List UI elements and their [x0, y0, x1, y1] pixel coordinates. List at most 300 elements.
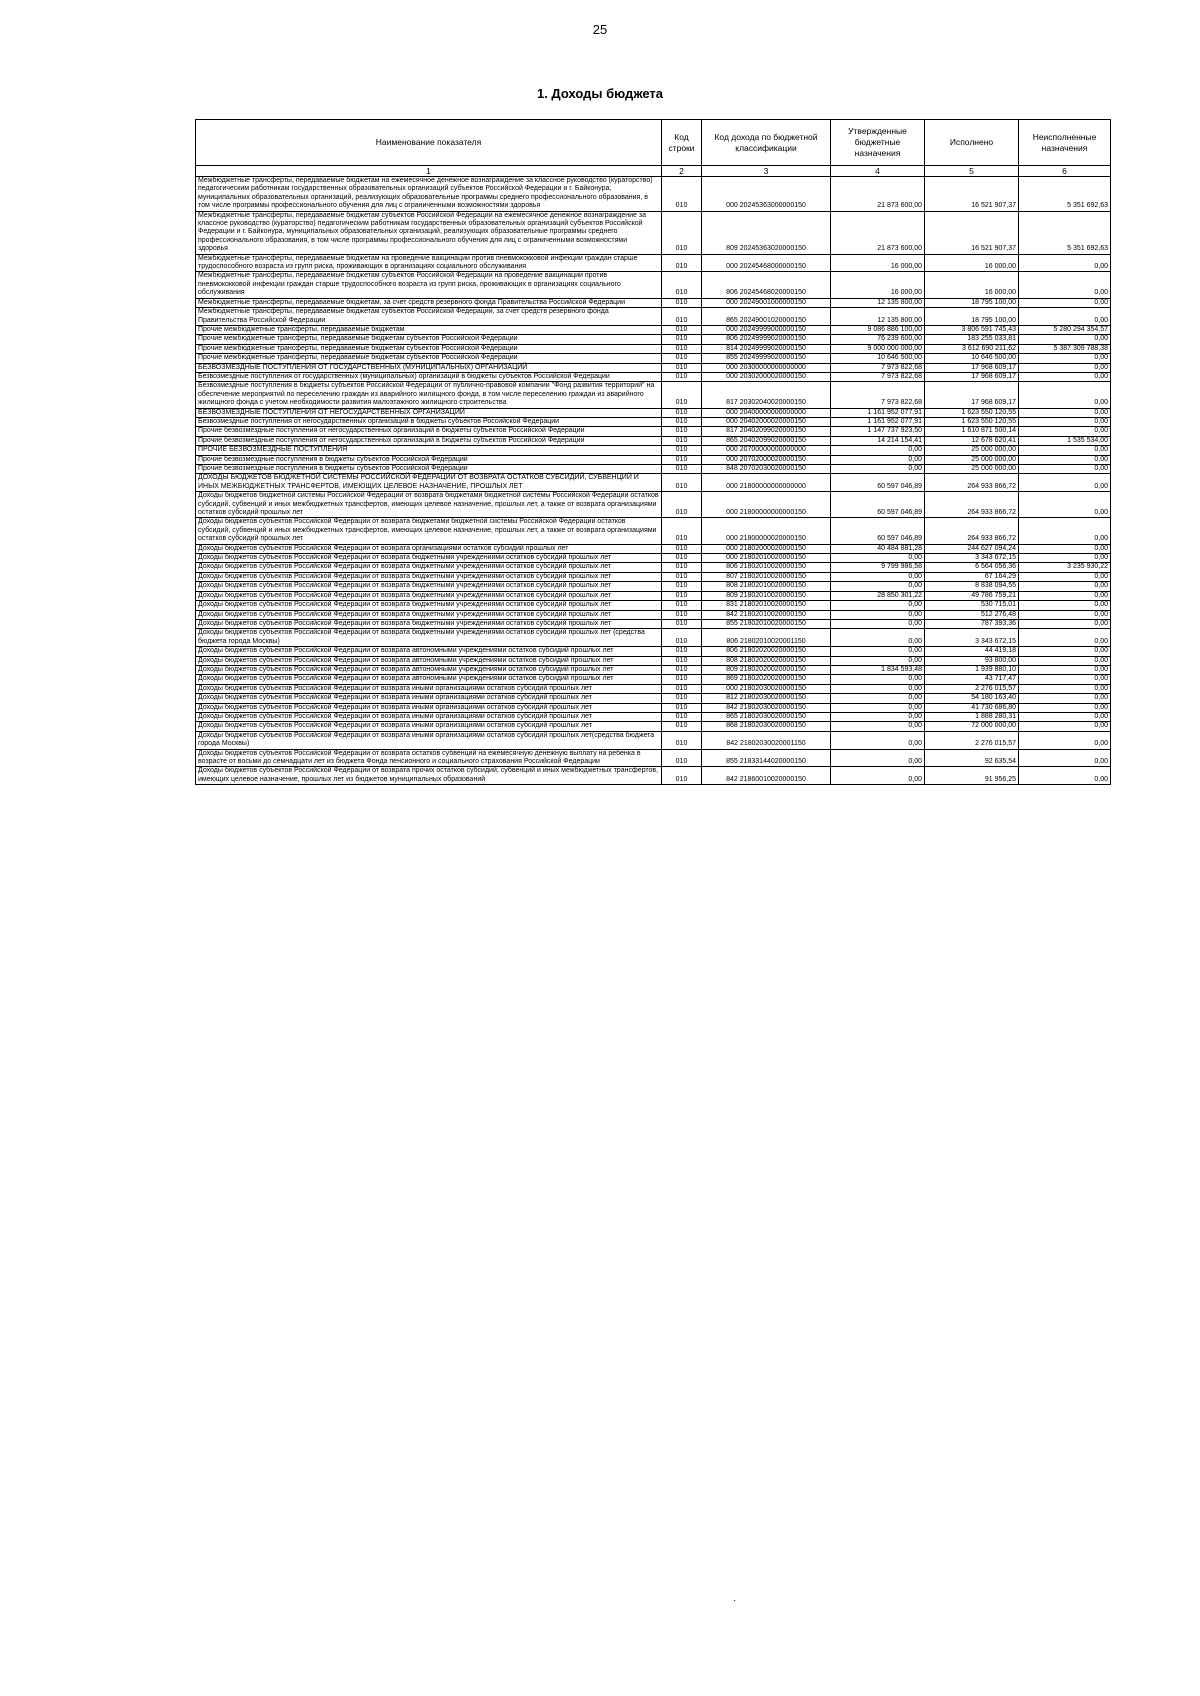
- row-name: Доходы бюджетов субъектов Российской Федерации от возврата иными организациями остатков субсидий прошлых лет: [196, 684, 662, 693]
- table-header-row: [196, 120, 1111, 166]
- row-budget-code: 808 21802010020000150: [702, 582, 831, 591]
- row-approved: 0,00: [831, 446, 925, 455]
- row-approved: 21 873 600,00: [831, 177, 925, 212]
- row-unexecuted: 3 235 930,22: [1019, 563, 1111, 572]
- row-approved: 0,00: [831, 601, 925, 610]
- row-executed: 1 939 880,10: [925, 665, 1019, 674]
- table-row: [196, 749, 1111, 767]
- row-line-code: 010: [662, 619, 702, 628]
- header-executed: Исполнено: [925, 120, 1019, 166]
- row-budget-code: 848 20702030020000150: [702, 465, 831, 474]
- row-line-code: 010: [662, 436, 702, 445]
- row-approved: 7 973 822,68: [831, 363, 925, 372]
- row-executed: 264 933 866,72: [925, 474, 1019, 492]
- row-name: Межбюджетные трансферты, передаваемые бюджетам субъектов Российской Федерации, за счет средств резервного фонда Правительства Российской Федерации: [196, 308, 662, 326]
- row-budget-code: 842 21802030020000150: [702, 703, 831, 712]
- table-row: [196, 694, 1111, 703]
- row-name: Прочие безвозмездные поступления от негосударственных организаций в бюджеты субъектов Российской Федерации: [196, 427, 662, 436]
- row-approved: 60 597 046,89: [831, 474, 925, 492]
- row-name: Доходы бюджетов субъектов Российской Федерации от возврата бюджетами бюджетной системы Российской Федерации остатков субсидий, субвенций и иных межбюджетных трансфертов, имеющих целевое назначение, прошлых лет, а также от возврата организациями остатков субсидий прошлых лет: [196, 518, 662, 544]
- row-executed: 512 276,48: [925, 610, 1019, 619]
- row-name: Межбюджетные трансферты, передаваемые бюджетам субъектов Российской Федерации на проведение вакцинации против пневмококковой инфекции граждан старше трудоспособного возраста из групп риска, проживающих в организациях социального обслуживания: [196, 272, 662, 298]
- row-name: Доходы бюджетов субъектов Российской Федерации от возврата организациями остатков субсидий прошлых лет: [196, 544, 662, 553]
- column-number: 3: [702, 166, 831, 177]
- row-executed: 49 786 759,21: [925, 591, 1019, 600]
- row-name: Безвозмездные поступления от негосударственных организаций в бюджеты субъектов Российской Федерации: [196, 417, 662, 426]
- row-name: Доходы бюджетов субъектов Российской Федерации от возврата прочих остатков субсидий, субвенций и иных межбюджетных трансфертов, имеющих целевое назначение, прошлых лет из бюджетов муниципальных образований: [196, 767, 662, 785]
- row-executed: 2 276 015,57: [925, 731, 1019, 749]
- table-row: [196, 272, 1111, 298]
- row-approved: 76 239 600,00: [831, 335, 925, 344]
- row-name: ПРОЧИЕ БЕЗВОЗМЕЗДНЫЕ ПОСТУПЛЕНИЯ: [196, 446, 662, 455]
- row-name: Доходы бюджетов субъектов Российской Федерации от возврата бюджетными учреждениями остатков субсидий прошлых лет: [196, 601, 662, 610]
- row-executed: 1 623 550 120,55: [925, 417, 1019, 426]
- row-executed: 18 795 100,00: [925, 308, 1019, 326]
- row-line-code: 010: [662, 749, 702, 767]
- row-approved: 1 161 952 077,91: [831, 408, 925, 417]
- row-line-code: 010: [662, 354, 702, 363]
- column-number: 6: [1019, 166, 1111, 177]
- table-row: [196, 308, 1111, 326]
- row-executed: 17 968 609,17: [925, 363, 1019, 372]
- row-executed: 17 968 609,17: [925, 372, 1019, 381]
- row-approved: 7 973 822,68: [831, 382, 925, 408]
- row-line-code: 010: [662, 731, 702, 749]
- row-name: Прочие межбюджетные трансферты, передаваемые бюджетам субъектов Российской Федерации: [196, 344, 662, 353]
- row-name: БЕЗВОЗМЕЗДНЫЕ ПОСТУПЛЕНИЯ ОТ НЕГОСУДАРСТВЕННЫХ ОРГАНИЗАЦИЙ: [196, 408, 662, 417]
- row-name: Доходы бюджетов субъектов Российской Федерации от возврата иными организациями остатков субсидий прошлых лет(средства бюджета города Москвы): [196, 731, 662, 749]
- row-budget-code: 808 21802020020000150: [702, 656, 831, 665]
- row-approved: 1 161 952 077,91: [831, 417, 925, 426]
- header-approved: Утвержденные бюджетные назначения: [831, 120, 925, 166]
- row-executed: 54 180 163,40: [925, 694, 1019, 703]
- row-executed: 2 276 015,57: [925, 684, 1019, 693]
- row-budget-code: 865 20402099020000150: [702, 436, 831, 445]
- table-row: [196, 722, 1111, 731]
- row-budget-code: 000 20302000020000150: [702, 372, 831, 381]
- row-line-code: 010: [662, 610, 702, 619]
- row-line-code: 010: [662, 408, 702, 417]
- row-budget-code: 842 21802030020001150: [702, 731, 831, 749]
- table-row: [196, 601, 1111, 610]
- row-unexecuted: 0,00: [1019, 694, 1111, 703]
- row-unexecuted: 0,00: [1019, 703, 1111, 712]
- row-executed: 6 564 056,36: [925, 563, 1019, 572]
- row-name: Прочие безвозмездные поступления в бюджеты субъектов Российской Федерации: [196, 465, 662, 474]
- row-executed: 3 343 672,15: [925, 629, 1019, 647]
- row-line-code: 010: [662, 272, 702, 298]
- row-unexecuted: 0,00: [1019, 465, 1111, 474]
- scan-speck: ·: [733, 1595, 737, 1606]
- row-approved: 0,00: [831, 731, 925, 749]
- row-name: Доходы бюджетов субъектов Российской Федерации от возврата иными организациями остатков субсидий прошлых лет: [196, 694, 662, 703]
- row-name: Доходы бюджетов субъектов Российской Федерации от возврата бюджетными учреждениями остатков субсидий прошлых лет: [196, 582, 662, 591]
- row-name: Доходы бюджетов субъектов Российской Федерации от возврата бюджетными учреждениями остатков субсидий прошлых лет: [196, 554, 662, 563]
- row-line-code: 010: [662, 492, 702, 518]
- row-unexecuted: 0,00: [1019, 298, 1111, 307]
- row-name: Межбюджетные трансферты, передаваемые бюджетам субъектов Российской Федерации на ежемесячное денежное вознаграждение за классное руководство (кураторство) педагогическим работникам государственных образовательных организаций субъектов Российской Федерации и г. Байконура, муниципальных образовательных организаций, реализующих образовательные программы среднего профессионального образования, в том числе программы профессионального обучения для лиц с ограниченными возможностями здоровья: [196, 211, 662, 254]
- table-row: [196, 474, 1111, 492]
- table-row: [196, 408, 1111, 417]
- row-executed: 16 000,00: [925, 272, 1019, 298]
- row-budget-code: 842 21860010020000150: [702, 767, 831, 785]
- table-row: [196, 544, 1111, 553]
- row-unexecuted: 1 535 534,00: [1019, 436, 1111, 445]
- row-unexecuted: 0,00: [1019, 647, 1111, 656]
- row-line-code: 010: [662, 465, 702, 474]
- row-approved: 0,00: [831, 582, 925, 591]
- row-budget-code: 817 20302040020000150: [702, 382, 831, 408]
- row-name: Прочие безвозмездные поступления в бюджеты субъектов Российской Федерации: [196, 455, 662, 464]
- row-line-code: 010: [662, 308, 702, 326]
- row-name: Прочие безвозмездные поступления от негосударственных организаций в бюджеты субъектов Российской Федерации: [196, 436, 662, 445]
- row-executed: 43 717,47: [925, 675, 1019, 684]
- row-approved: 9 000 000 000,00: [831, 344, 925, 353]
- row-unexecuted: 0,00: [1019, 308, 1111, 326]
- row-line-code: 010: [662, 325, 702, 334]
- table-row: [196, 427, 1111, 436]
- table-row: [196, 254, 1111, 272]
- row-line-code: 010: [662, 427, 702, 436]
- row-name: Доходы бюджетов субъектов Российской Федерации от возврата автономными учреждениями остатков субсидий прошлых лет: [196, 647, 662, 656]
- row-name: Межбюджетные трансферты, передаваемые бюджетам, за счет средств резервного фонда Правительства Российской Федерации: [196, 298, 662, 307]
- row-unexecuted: 0,00: [1019, 712, 1111, 721]
- row-unexecuted: 0,00: [1019, 749, 1111, 767]
- row-unexecuted: 0,00: [1019, 544, 1111, 553]
- row-executed: 3 806 591 745,43: [925, 325, 1019, 334]
- row-budget-code: 000 20300000000000000: [702, 363, 831, 372]
- row-budget-code: 868 21802030020000150: [702, 722, 831, 731]
- row-line-code: 010: [662, 767, 702, 785]
- row-name: Доходы бюджетов субъектов Российской Федерации от возврата иными организациями остатков субсидий прошлых лет: [196, 722, 662, 731]
- row-unexecuted: 0,00: [1019, 619, 1111, 628]
- row-unexecuted: 0,00: [1019, 675, 1111, 684]
- row-approved: 0,00: [831, 749, 925, 767]
- row-approved: 1 834 593,48: [831, 665, 925, 674]
- row-unexecuted: 0,00: [1019, 518, 1111, 544]
- row-approved: 0,00: [831, 694, 925, 703]
- row-name: ДОХОДЫ БЮДЖЕТОВ БЮДЖЕТНОЙ СИСТЕМЫ РОССИЙСКОЙ ФЕДЕРАЦИИ ОТ ВОЗВРАТА ОСТАТКОВ СУБСИДИЙ, СУБВЕНЦИЙ И ИНЫХ МЕЖБЮДЖЕТНЫХ ТРАНСФЕРТОВ, ИМЕЮЩИХ ЦЕЛЕВОЕ НАЗНАЧЕНИЕ, ПРОШЛЫХ ЛЕТ: [196, 474, 662, 492]
- row-unexecuted: 0,00: [1019, 254, 1111, 272]
- row-executed: 41 730 686,80: [925, 703, 1019, 712]
- row-line-code: 010: [662, 372, 702, 381]
- row-unexecuted: 0,00: [1019, 665, 1111, 674]
- row-unexecuted: 0,00: [1019, 591, 1111, 600]
- row-budget-code: 000 20245468000000150: [702, 254, 831, 272]
- row-name: Доходы бюджетов субъектов Российской Федерации от возврата бюджетными учреждениями остатков субсидий прошлых лет: [196, 563, 662, 572]
- page-title: 1. Доходы бюджета: [536, 86, 664, 101]
- row-budget-code: 000 21800000000000000: [702, 474, 831, 492]
- row-name: Безвозмездные поступления в бюджеты субъектов Российской Федерации от публично-правовой компании "Фонд развития территорий" на обеспечение мероприятий по переселению граждан из аварийного жилищного фонда, в том числе переселению граждан из аварийного жилищного фонда с учетом необходимости развития малоэтажного жилищного строительства: [196, 382, 662, 408]
- row-line-code: 010: [662, 298, 702, 307]
- row-line-code: 010: [662, 211, 702, 254]
- table-body: [196, 177, 1111, 785]
- row-approved: 60 597 046,89: [831, 518, 925, 544]
- row-approved: 0,00: [831, 554, 925, 563]
- table-row: [196, 731, 1111, 749]
- row-name: Доходы бюджетов субъектов Российской Федерации от возврата иными организациями остатков субсидий прошлых лет: [196, 703, 662, 712]
- table-row: [196, 619, 1111, 628]
- row-budget-code: 000 21802000020000150: [702, 544, 831, 553]
- row-executed: 530 715,01: [925, 601, 1019, 610]
- row-executed: 67 164,29: [925, 572, 1019, 581]
- row-unexecuted: 5 351 692,63: [1019, 177, 1111, 212]
- table-row: [196, 417, 1111, 426]
- row-budget-code: 000 20400000000000000: [702, 408, 831, 417]
- column-number: 2: [662, 166, 702, 177]
- table-row: [196, 703, 1111, 712]
- row-approved: 0,00: [831, 629, 925, 647]
- row-name: Прочие межбюджетные трансферты, передаваемые бюджетам: [196, 325, 662, 334]
- row-executed: 8 838 094,55: [925, 582, 1019, 591]
- header-name: Наименование показателя: [196, 120, 662, 166]
- row-approved: 7 973 822,68: [831, 372, 925, 381]
- row-line-code: 010: [662, 572, 702, 581]
- row-name: БЕЗВОЗМЕЗДНЫЕ ПОСТУПЛЕНИЯ ОТ ГОСУДАРСТВЕННЫХ (МУНИЦИПАЛЬНЫХ) ОРГАНИЗАЦИЙ: [196, 363, 662, 372]
- row-executed: 44 419,18: [925, 647, 1019, 656]
- row-line-code: 010: [662, 722, 702, 731]
- row-budget-code: 000 20402000020000150: [702, 417, 831, 426]
- row-budget-code: 809 20245363020000150: [702, 211, 831, 254]
- row-name: Прочие межбюджетные трансферты, передаваемые бюджетам субъектов Российской Федерации: [196, 335, 662, 344]
- row-executed: 264 933 866,72: [925, 518, 1019, 544]
- row-executed: 93 800,00: [925, 656, 1019, 665]
- row-budget-code: 000 20249001000000150: [702, 298, 831, 307]
- row-executed: 91 956,25: [925, 767, 1019, 785]
- row-approved: 0,00: [831, 455, 925, 464]
- row-approved: 28 850 301,22: [831, 591, 925, 600]
- row-approved: 12 135 800,00: [831, 308, 925, 326]
- row-line-code: 010: [662, 554, 702, 563]
- row-name: Доходы бюджетов субъектов Российской Федерации от возврата автономными учреждениями остатков субсидий прошлых лет: [196, 665, 662, 674]
- header-budget-code: Код дохода по бюджетной классификации: [702, 120, 831, 166]
- table-row: [196, 656, 1111, 665]
- row-line-code: 010: [662, 335, 702, 344]
- row-line-code: 010: [662, 382, 702, 408]
- row-budget-code: 000 20245363000000150: [702, 177, 831, 212]
- row-budget-code: 865 21802030020000150: [702, 712, 831, 721]
- row-executed: 92 635,54: [925, 749, 1019, 767]
- row-approved: 12 135 800,00: [831, 298, 925, 307]
- row-line-code: 010: [662, 254, 702, 272]
- row-executed: 25 000 000,00: [925, 465, 1019, 474]
- row-name: Межбюджетные трансферты, передаваемые бюджетам на проведение вакцинации против пневмококковой инфекции граждан старше трудоспособного возраста из групп риска, проживающих в организациях социального обслуживания: [196, 254, 662, 272]
- row-unexecuted: 0,00: [1019, 474, 1111, 492]
- row-unexecuted: 0,00: [1019, 610, 1111, 619]
- row-budget-code: 831 21802010020000150: [702, 601, 831, 610]
- row-unexecuted: 0,00: [1019, 656, 1111, 665]
- row-executed: 16 000,00: [925, 254, 1019, 272]
- row-name: Доходы бюджетов бюджетной системы Российской Федерации от возврата бюджетами бюджетной системы Российской Федерации остатков субсидий, субвенций и иных межбюджетных трансфертов, имеющих целевое назначение, прошлых лет, а также от возврата организациями остатков субсидий прошлых лет: [196, 492, 662, 518]
- table-row: [196, 647, 1111, 656]
- row-executed: 3 612 690 211,62: [925, 344, 1019, 353]
- row-executed: 1 888 280,31: [925, 712, 1019, 721]
- row-executed: 12 678 620,41: [925, 436, 1019, 445]
- row-line-code: 010: [662, 417, 702, 426]
- row-line-code: 010: [662, 544, 702, 553]
- row-budget-code: 806 21802010020001150: [702, 629, 831, 647]
- row-executed: 18 795 100,00: [925, 298, 1019, 307]
- row-line-code: 010: [662, 446, 702, 455]
- row-executed: 25 000 000,00: [925, 446, 1019, 455]
- row-executed: 787 393,36: [925, 619, 1019, 628]
- row-approved: 0,00: [831, 703, 925, 712]
- row-unexecuted: 0,00: [1019, 455, 1111, 464]
- row-executed: 16 521 907,37: [925, 211, 1019, 254]
- row-approved: 0,00: [831, 712, 925, 721]
- table-row: [196, 629, 1111, 647]
- row-budget-code: 000 21800000020000150: [702, 518, 831, 544]
- row-unexecuted: 0,00: [1019, 601, 1111, 610]
- row-approved: 14 214 154,41: [831, 436, 925, 445]
- row-line-code: 010: [662, 177, 702, 212]
- row-line-code: 010: [662, 665, 702, 674]
- row-budget-code: 855 20249999020000150: [702, 354, 831, 363]
- row-executed: 183 255 033,81: [925, 335, 1019, 344]
- row-approved: 0,00: [831, 684, 925, 693]
- row-unexecuted: 0,00: [1019, 408, 1111, 417]
- page-number: 25: [592, 22, 608, 37]
- row-unexecuted: 0,00: [1019, 446, 1111, 455]
- row-name: Доходы бюджетов субъектов Российской Федерации от возврата иными организациями остатков субсидий прошлых лет: [196, 712, 662, 721]
- row-budget-code: 000 20249999000000150: [702, 325, 831, 334]
- row-budget-code: 812 21802030020000150: [702, 694, 831, 703]
- table-row: [196, 335, 1111, 344]
- row-unexecuted: 0,00: [1019, 731, 1111, 749]
- row-unexecuted: 0,00: [1019, 382, 1111, 408]
- row-line-code: 010: [662, 563, 702, 572]
- row-executed: 16 521 907,37: [925, 177, 1019, 212]
- row-unexecuted: 0,00: [1019, 572, 1111, 581]
- table-row: [196, 465, 1111, 474]
- row-approved: 0,00: [831, 656, 925, 665]
- column-number: 4: [831, 166, 925, 177]
- row-budget-code: 000 21802010020000150: [702, 554, 831, 563]
- row-unexecuted: 0,00: [1019, 582, 1111, 591]
- table-row: [196, 572, 1111, 581]
- table-row: [196, 582, 1111, 591]
- table-row: [196, 554, 1111, 563]
- row-executed: 72 000 000,00: [925, 722, 1019, 731]
- row-unexecuted: 0,00: [1019, 363, 1111, 372]
- row-name: Прочие межбюджетные трансферты, передаваемые бюджетам субъектов Российской Федерации: [196, 354, 662, 363]
- header-line-code: Код строки: [662, 120, 702, 166]
- table-row: [196, 492, 1111, 518]
- row-approved: 1 147 737 923,50: [831, 427, 925, 436]
- row-approved: 40 484 881,28: [831, 544, 925, 553]
- row-executed: 1 623 550 120,55: [925, 408, 1019, 417]
- row-budget-code: 869 21802020020000150: [702, 675, 831, 684]
- row-unexecuted: 0,00: [1019, 492, 1111, 518]
- row-executed: 10 646 500,00: [925, 354, 1019, 363]
- row-budget-code: 806 20245468020000150: [702, 272, 831, 298]
- table-row: [196, 712, 1111, 721]
- row-budget-code: 806 21802020020000150: [702, 647, 831, 656]
- table-row: [196, 684, 1111, 693]
- row-line-code: 010: [662, 344, 702, 353]
- table-row: [196, 211, 1111, 254]
- row-approved: 0,00: [831, 610, 925, 619]
- table-row: [196, 354, 1111, 363]
- row-unexecuted: 0,00: [1019, 417, 1111, 426]
- row-line-code: 010: [662, 647, 702, 656]
- row-budget-code: 809 21802010020000150: [702, 591, 831, 600]
- row-budget-code: 814 20249999020000150: [702, 344, 831, 353]
- row-unexecuted: 5 280 294 354,57: [1019, 325, 1111, 334]
- row-line-code: 010: [662, 582, 702, 591]
- row-unexecuted: 0,00: [1019, 554, 1111, 563]
- row-name: Доходы бюджетов субъектов Российской Федерации от возврата бюджетными учреждениями остатков субсидий прошлых лет: [196, 619, 662, 628]
- row-name: Доходы бюджетов субъектов Российской Федерации от возврата бюджетными учреждениями остатков субсидий прошлых лет: [196, 610, 662, 619]
- row-name: Доходы бюджетов субъектов Российской Федерации от возврата бюджетными учреждениями остатков субсидий прошлых лет: [196, 572, 662, 581]
- table-row: [196, 591, 1111, 600]
- row-name: Доходы бюджетов субъектов Российской Федерации от возврата бюджетными учреждениями остатков субсидий прошлых лет (средства бюджета города Москвы): [196, 629, 662, 647]
- row-name: Доходы бюджетов субъектов Российской Федерации от возврата автономными учреждениями остатков субсидий прошлых лет: [196, 675, 662, 684]
- row-budget-code: 855 21833144020000150: [702, 749, 831, 767]
- table-row: [196, 177, 1111, 212]
- row-executed: 3 343 672,15: [925, 554, 1019, 563]
- row-line-code: 010: [662, 629, 702, 647]
- table-row: [196, 610, 1111, 619]
- row-budget-code: 855 21802010020000150: [702, 619, 831, 628]
- row-line-code: 010: [662, 656, 702, 665]
- row-approved: 16 000,00: [831, 254, 925, 272]
- row-line-code: 010: [662, 518, 702, 544]
- row-line-code: 010: [662, 363, 702, 372]
- row-budget-code: 000 20700000000000000: [702, 446, 831, 455]
- row-approved: 16 000,00: [831, 272, 925, 298]
- header-unexecuted: Неисполненные назначения: [1019, 120, 1111, 166]
- row-approved: 10 646 500,00: [831, 354, 925, 363]
- table-row: [196, 436, 1111, 445]
- row-budget-code: 817 20402099020000150: [702, 427, 831, 436]
- row-approved: 0,00: [831, 619, 925, 628]
- table-row: [196, 518, 1111, 544]
- row-approved: 0,00: [831, 722, 925, 731]
- row-budget-code: 865 20249001020000150: [702, 308, 831, 326]
- row-name: Межбюджетные трансферты, передаваемые бюджетам на ежемесячное денежное вознаграждение за классное руководство (кураторство) педагогическим работникам государственных образовательных организаций субъектов Российской Федерации и г. Байконура, муниципальных образовательных организаций, реализующих образовательные программы среднего профессионального образования, в том числе программы профессионального обучения для лиц с ограниченными возможностями здоровья: [196, 177, 662, 212]
- row-unexecuted: 0,00: [1019, 427, 1111, 436]
- row-line-code: 010: [662, 712, 702, 721]
- row-name: Доходы бюджетов субъектов Российской Федерации от возврата бюджетными учреждениями остатков субсидий прошлых лет: [196, 591, 662, 600]
- row-line-code: 010: [662, 675, 702, 684]
- row-unexecuted: 5 351 692,63: [1019, 211, 1111, 254]
- table-row: [196, 563, 1111, 572]
- row-line-code: 010: [662, 455, 702, 464]
- row-budget-code: 000 21800000000000150: [702, 492, 831, 518]
- table-row: [196, 372, 1111, 381]
- column-number-row: [196, 166, 1111, 177]
- row-approved: 9 799 986,58: [831, 563, 925, 572]
- column-number: 5: [925, 166, 1019, 177]
- row-approved: 60 597 046,89: [831, 492, 925, 518]
- row-unexecuted: 0,00: [1019, 372, 1111, 381]
- row-executed: 244 627 094,24: [925, 544, 1019, 553]
- table-row: [196, 455, 1111, 464]
- row-unexecuted: 0,00: [1019, 354, 1111, 363]
- row-line-code: 010: [662, 703, 702, 712]
- row-unexecuted: 0,00: [1019, 335, 1111, 344]
- budget-revenue-table: [195, 119, 1111, 785]
- table-row: [196, 665, 1111, 674]
- row-line-code: 010: [662, 694, 702, 703]
- row-executed: 264 933 866,72: [925, 492, 1019, 518]
- row-budget-code: 000 21802030020000150: [702, 684, 831, 693]
- row-unexecuted: 0,00: [1019, 684, 1111, 693]
- row-approved: 21 873 600,00: [831, 211, 925, 254]
- row-line-code: 010: [662, 684, 702, 693]
- row-name: Доходы бюджетов субъектов Российской Федерации от возврата автономными учреждениями остатков субсидий прошлых лет: [196, 656, 662, 665]
